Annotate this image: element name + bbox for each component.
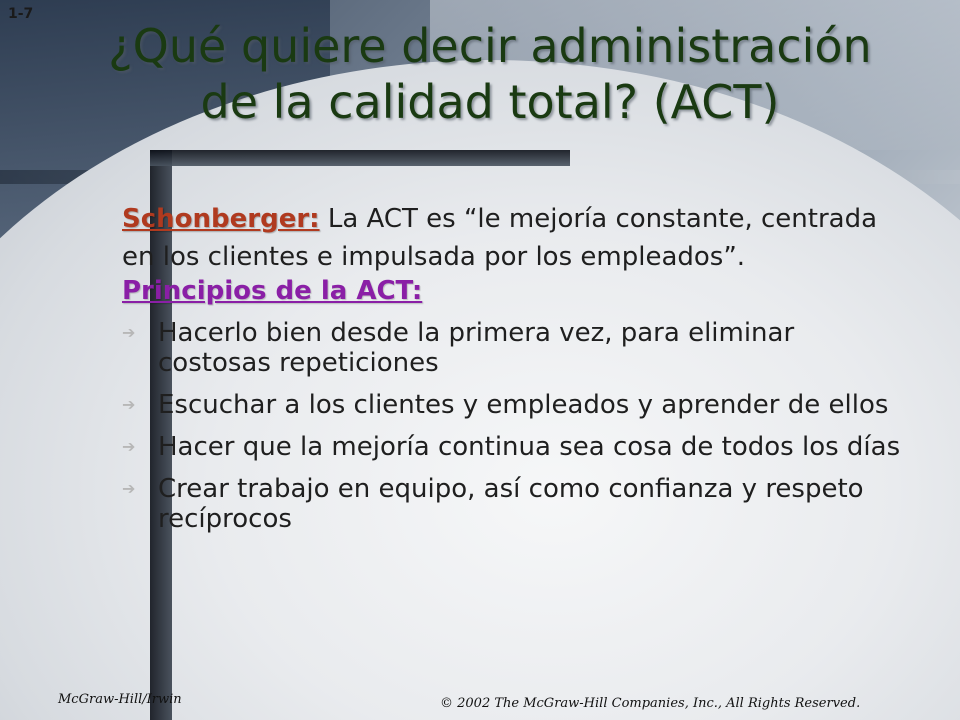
arrow-right-icon: ➔ [122,479,136,498]
definition-text: La ACT es “le mejoría constante, centrada en los clientes e impulsada por los empleados”. [122,204,878,272]
arrow-right-icon: ➔ [122,437,136,456]
principle-item [122,474,912,534]
principle-text: Escuchar a los clientes y empleados y aprender de ellos [158,390,889,420]
background-frame-top [150,150,570,166]
principle-text: Crear trabajo en equipo, así como confianza y respeto recíprocos [158,474,864,534]
principle-item [122,318,912,378]
principles-heading: Principios de la ACT: [122,276,423,306]
definition-author: Schonberger: [122,204,320,234]
slide-title-line-1: ¿Qué quiere decir administración [108,19,872,73]
slide-number: 1-7 [8,6,34,22]
slide-title-line-2: de la calidad total? (ACT) [200,75,780,129]
slide-title [60,18,920,130]
principle-item [122,390,912,420]
principle-item [122,432,912,462]
principles-list [122,318,912,534]
arrow-right-icon: ➔ [122,395,136,414]
principle-text: Hacerlo bien desde la primera vez, para eliminar costosas repeticiones [158,318,795,378]
definition-paragraph [122,200,912,276]
footer-copyright: © 2002 The McGraw-Hill Companies, Inc., All Rights Reserved. [440,696,861,711]
principle-text: Hacer que la mejoría continua sea cosa de todos los días [158,432,901,462]
footer-publisher: McGraw-Hill/Irwin [58,692,182,707]
slide-content [122,200,912,546]
arrow-right-icon: ➔ [122,323,136,342]
